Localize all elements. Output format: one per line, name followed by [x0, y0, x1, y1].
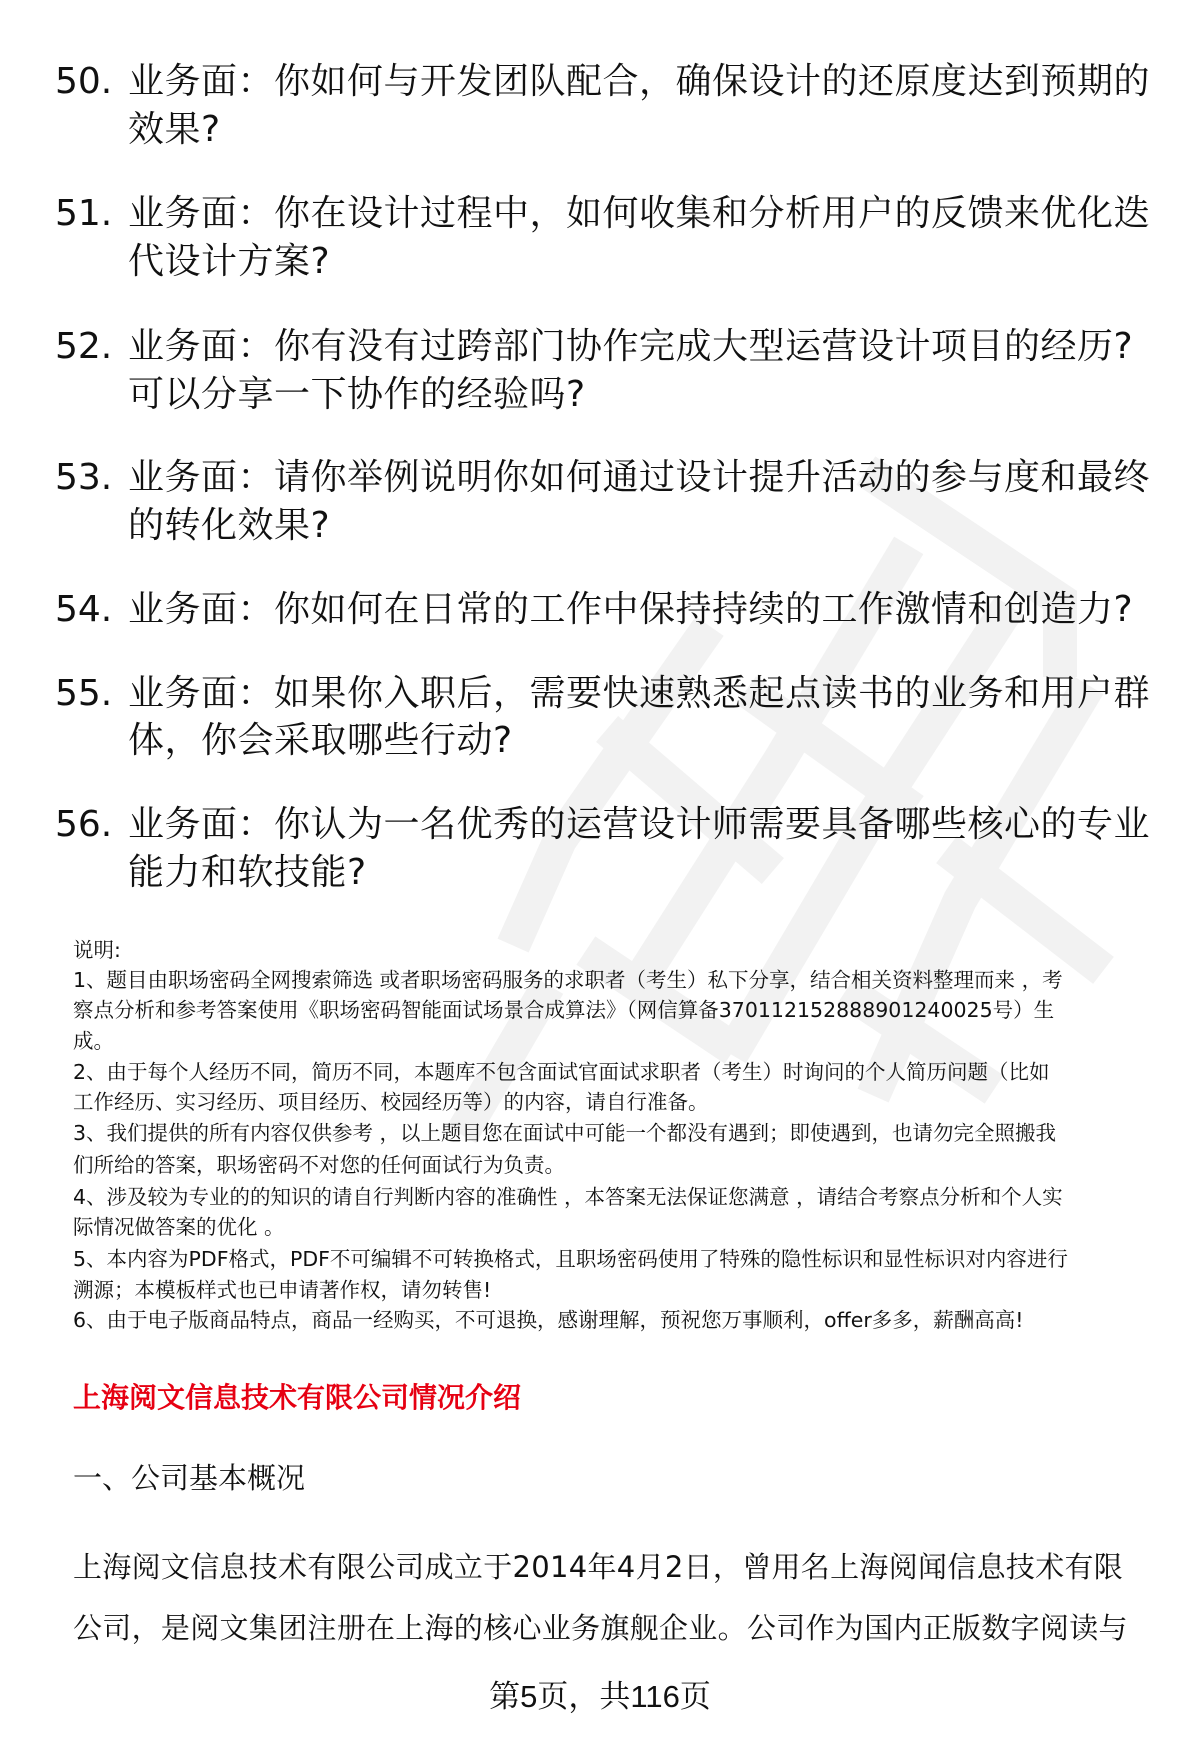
question-number: 55. — [55, 673, 113, 714]
note-line: 6、由于电子版商品特点，商品一经购买，不可退换，感谢理解，预祝您万事顺利，offer多多，薪酬高高! — [73, 1308, 1024, 1332]
question-number: 53. — [55, 457, 113, 498]
note-line: 5、本内容为PDF格式，PDF不可编辑不可转换格式，且职场密码使用了特殊的隐性标识和显性标识对内容进行 — [73, 1247, 1068, 1271]
question-text-line: 体，你会采取哪些行动? — [128, 720, 513, 761]
question-text-line: 业务面：请你举例说明你如何通过设计提升活动的参与度和最终 — [128, 457, 1151, 498]
notes-title: 说明: — [73, 938, 121, 962]
question-number: 50. — [55, 61, 113, 102]
note-line: 成。 — [73, 1029, 114, 1053]
question-number: 51. — [55, 193, 113, 234]
question-text-line: 业务面：你如何与开发团队配合，确保设计的还原度达到预期的 — [128, 61, 1151, 102]
section-heading: 一、公司基本概况 — [73, 1461, 306, 1495]
note-line: 4、涉及较为专业的的知识的请自行判断内容的准确性 ，本答案无法保证您满意 ，请结合考察点分析和个人实 — [73, 1185, 1063, 1209]
note-line: 3、我们提供的所有内容仅供参考 ，以上题目您在面试中可能一个都没有遇到；即使遇到，也请勿完全照搬我 — [73, 1121, 1057, 1145]
question-text-line: 业务面：你有没有过跨部门协作完成大型运营设计项目的经历? — [128, 326, 1134, 367]
company-intro-title: 上海阅文信息技术有限公司情况介绍 — [73, 1381, 522, 1414]
note-line: 工作经历、实习经历、项目经历、校园经历等）的内容，请自行准备。 — [73, 1090, 709, 1114]
paragraph-line: 上海阅文信息技术有限公司成立于2014年4月2日，曾用名上海阅闻信息技术有限 — [73, 1550, 1124, 1584]
question-number: 52. — [55, 326, 113, 367]
note-line: 2、由于每个人经历不同，简历不同，本题库不包含面试官面试求职者（考生）时询问的个人简历问题（比如 — [73, 1060, 1050, 1084]
note-line: 们所给的答案，职场密码不对您的任何面试行为负责。 — [73, 1153, 565, 1177]
question-text-line: 的转化效果? — [128, 505, 331, 546]
question-text-line: 业务面：你如何在日常的工作中保持持续的工作激情和创造力? — [128, 589, 1134, 630]
paragraph-line: 公司，是阅文集团注册在上海的核心业务旗舰企业。公司作为国内正版数字阅读与 — [73, 1611, 1128, 1645]
question-text-line: 代设计方案? — [128, 241, 331, 282]
note-line: 1、题目由职场密码全网搜索筛选 或者职场密码服务的求职者（考生）私下分享，结合相关资料整理而来 ，考 — [73, 968, 1063, 992]
question-text-line: 业务面：你认为一名优秀的运营设计师需要具备哪些核心的专业 — [128, 804, 1151, 845]
note-line: 溯源；本模板样式也已申请著作权，请勿转售! — [73, 1278, 492, 1302]
question-text-line: 业务面：你在设计过程中，如何收集和分析用户的反馈来优化迭 — [128, 193, 1151, 234]
question-text-line: 业务面：如果你入职后，需要快速熟悉起点读书的业务和用户群 — [128, 673, 1151, 714]
question-number: 54. — [55, 589, 113, 630]
question-text-line: 可以分享一下协作的经验吗? — [128, 374, 586, 415]
note-line: 际情况做答案的优化 。 — [73, 1215, 285, 1239]
question-text-line: 效果? — [128, 109, 221, 150]
page-indicator: 第5页，共116页 — [489, 1679, 711, 1714]
question-text-line: 能力和软技能? — [128, 852, 367, 893]
question-number: 56. — [55, 804, 113, 845]
note-line: 察点分析和参考答案使用《职场密码智能面试场景合成算法》（网信算备370112152888901240025号）生 — [73, 998, 1055, 1022]
